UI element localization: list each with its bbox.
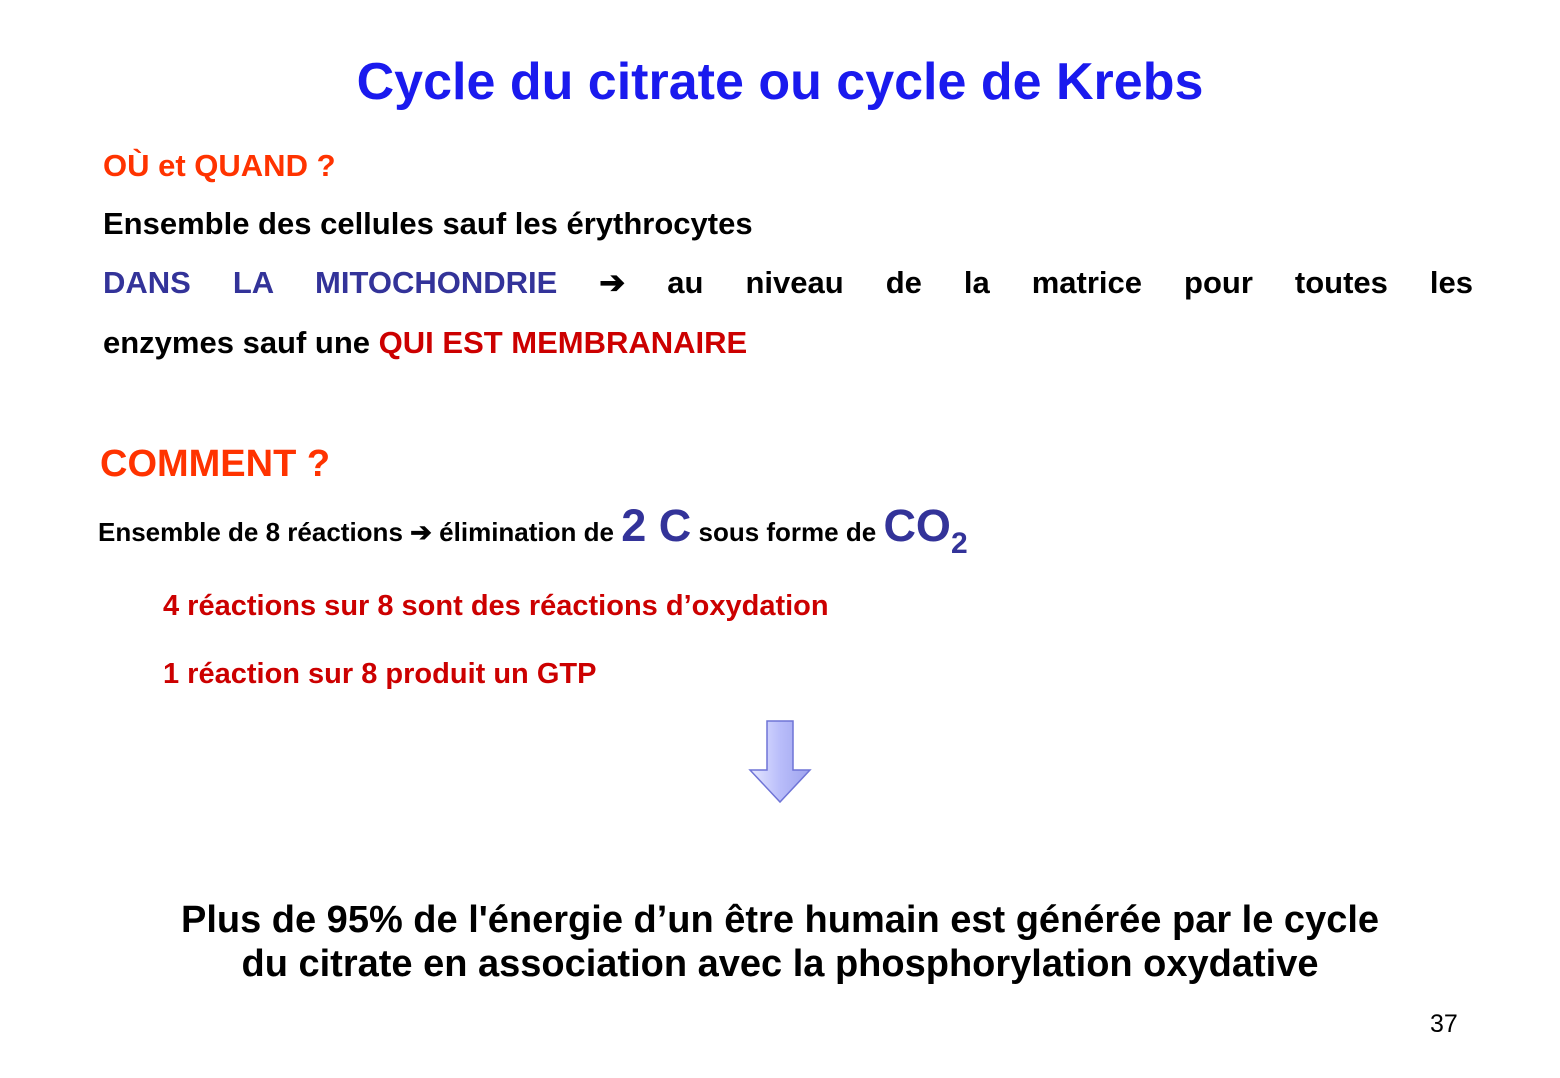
down-arrow-icon xyxy=(748,720,812,804)
cells-text: Ensemble des cellules sauf les érythrocytes xyxy=(103,206,753,241)
right-arrow-icon: ➔ xyxy=(599,265,626,300)
form-text: sous forme de xyxy=(698,517,877,547)
where-when-heading: OÙ et QUAND ? xyxy=(103,148,336,183)
co2-subscript: 2 xyxy=(950,527,968,560)
matrix-text: au niveau de la matrice pour toutes les xyxy=(667,265,1473,300)
oxidation-text: 4 réactions sur 8 sont des réactions d’oxydation xyxy=(163,590,829,622)
reactions-prefix: Ensemble de 8 réactions xyxy=(98,517,403,547)
co2-formula xyxy=(883,500,968,560)
gtp-text: 1 réaction sur 8 produit un GTP xyxy=(163,658,597,690)
mitochondria-label: DANS LA MITOCHONDRIE xyxy=(103,265,558,300)
enzymes-line xyxy=(103,325,747,361)
elimination-text: élimination de xyxy=(439,517,614,547)
mitochondria-line xyxy=(103,265,1473,301)
how-heading: COMMENT ? xyxy=(100,443,331,485)
membrane-text: QUI EST MEMBRANAIRE xyxy=(378,325,748,360)
reactions-line xyxy=(98,500,968,570)
enzymes-text: enzymes sauf une xyxy=(103,325,371,360)
conclusion-line-2: du citrate en association avec la phosphorylation oxydative xyxy=(241,943,1319,985)
conclusion-line-1: Plus de 95% de l'énergie d’un être humain est générée par le cycle xyxy=(180,899,1380,941)
slide-title: Cycle du citrate ou cycle de Krebs xyxy=(356,53,1204,111)
right-arrow-icon: ➔ xyxy=(410,517,432,547)
carbon-amount: 2 C xyxy=(621,500,692,551)
page-number: 37 xyxy=(1430,1010,1458,1038)
conclusion-text xyxy=(0,898,1560,986)
co2-base: CO xyxy=(883,500,951,551)
